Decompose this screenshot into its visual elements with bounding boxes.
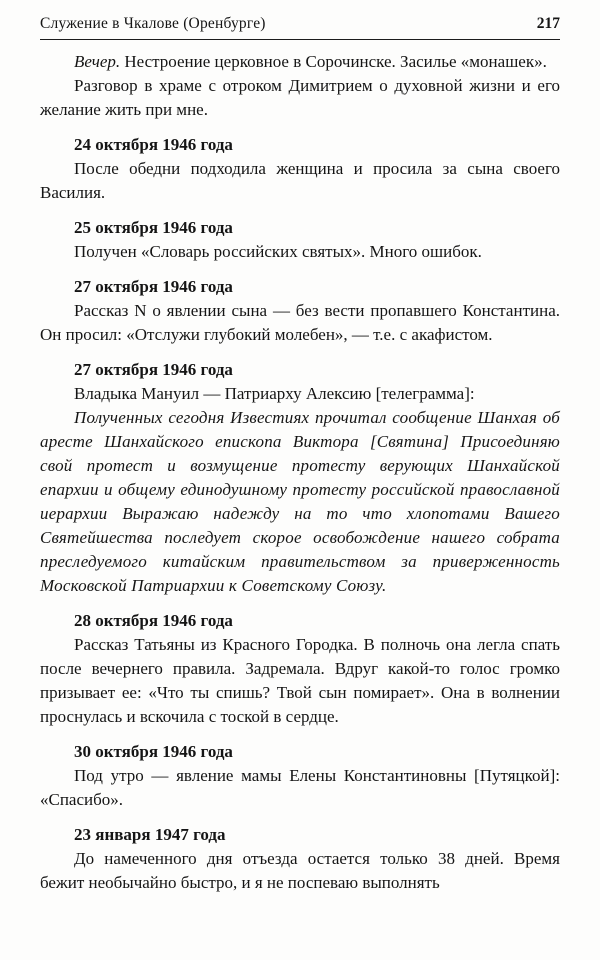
running-title: Служение в Чкалове (Оренбурге) [40, 15, 266, 32]
paragraph: Рассказ Татьяны из Красного Городка. В полночь она легла спать после вечернего правила. Задремала. Вдруг какой-то голос громко призывает ее: «Что ты спишь? Твой сын помирает». Она в волнении проснулась и вскочила с тоской в сердце. [40, 635, 560, 726]
date-heading: 27 октября 1946 года [74, 360, 233, 379]
date-heading: 25 октября 1946 года [74, 218, 233, 237]
page-header [40, 14, 560, 34]
date-heading: 28 октября 1946 года [74, 611, 233, 630]
page-content [40, 50, 560, 895]
paragraph: До намеченного дня отъезда остается только 38 дней. Время бежит необычайно быстро, и я не поспеваю выполнять [40, 849, 560, 892]
paragraph: Под утро — явление мамы Елены Константиновны [Путяцкой]: «Спасибо». [40, 766, 560, 809]
paragraph [40, 50, 560, 74]
date-heading: 23 января 1947 года [74, 825, 226, 844]
paragraph: Разговор в храме с отроком Димитрием о духовной жизни и его желание жить при мне. [40, 76, 560, 119]
telegram-paragraph: Полученных сегодня Известиях прочитал сообщение Шанхая об аресте Шанхайского епископа Виктора [Святина] Присоединяю свой протест и возмущение протесту верующих Шанхайской епархии и общему единодушному протесту российской православной иерархии Выражаю надежду на то что хлопотами Вашего Святейшества последует скорое освобождение нашего собрата преследуемого китайским правительством за приверженность Московской Патриархии к Советскому Союзу. [40, 408, 560, 595]
page-number: 217 [536, 15, 560, 32]
date-heading: 24 октября 1946 года [74, 135, 233, 154]
paragraph-text: Нестроение церковное в Сорочинске. Засилье «монашек». [124, 52, 547, 71]
date-heading: 30 октября 1946 года [74, 742, 233, 761]
date-heading: 27 октября 1946 года [74, 277, 233, 296]
paragraph-lead-italic: Вечер. [74, 52, 121, 71]
paragraph: После обедни подходила женщина и просила за сына своего Василия. [40, 159, 560, 202]
header-rule [40, 39, 560, 40]
paragraph: Владыка Мануил — Патриарху Алексию [телеграмма]: [74, 384, 475, 403]
paragraph: Получен «Словарь российских святых». Много ошибок. [74, 242, 482, 261]
paragraph: Рассказ N о явлении сына — без вести пропавшего Константина. Он просил: «Отслужи глубокий молебен», — т.е. с акафистом. [40, 301, 560, 344]
